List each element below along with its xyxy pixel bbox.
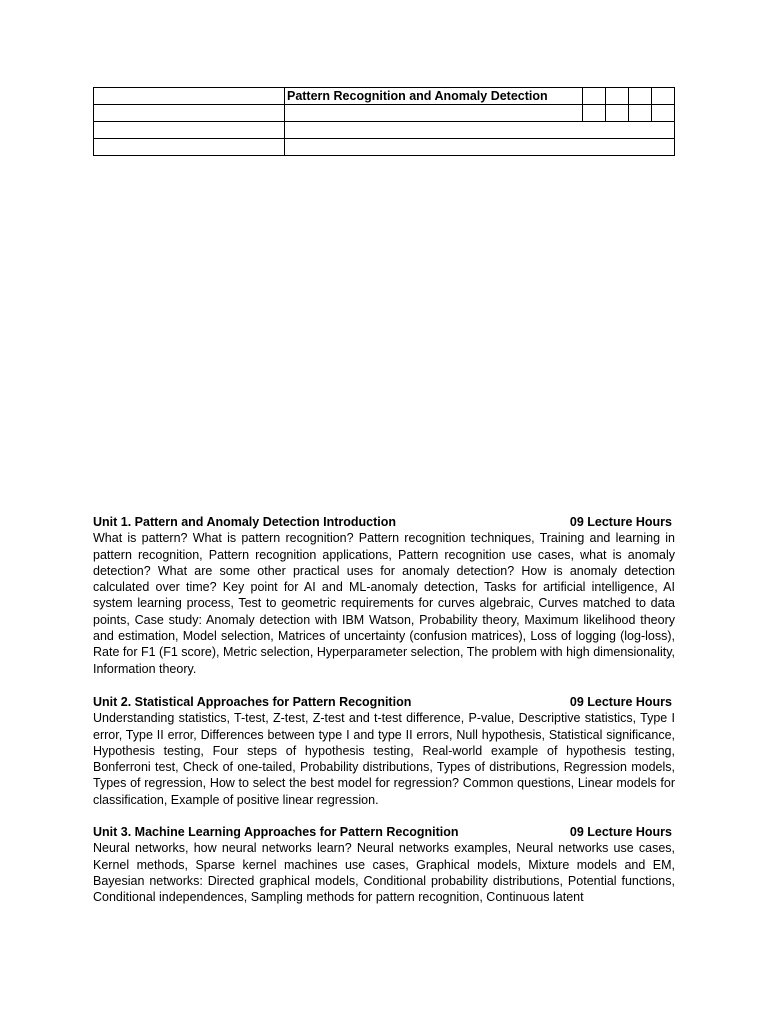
table-row	[94, 122, 675, 139]
credit-cell-p	[628, 88, 651, 105]
unit-heading	[93, 694, 675, 710]
table-cell	[628, 105, 651, 122]
table-cell	[94, 105, 285, 122]
unit-body-text: Neural networks, how neural networks learn? Neural networks examples, Neural networks use cases, Kernel methods, Sparse kernel machines use cases, Graphical models, Mixture models and EM, Bayesian networks: Directed graphical models, Conditional probability distributions, Potential functions, Conditional independences, Sampling methods for pattern recognition, Continuous latent	[93, 841, 675, 905]
unit-2-section	[93, 694, 675, 808]
unit-title: Unit 1. Pattern and Anomaly Detection Introduction	[93, 515, 397, 529]
unit-title: Unit 3. Machine Learning Approaches for Pattern Recognition	[93, 825, 459, 839]
credit-cell-l	[582, 88, 605, 105]
course-code-cell	[94, 88, 285, 105]
unit-body-text: What is pattern? What is pattern recognition? Pattern recognition techniques, Training and learning in pattern recognition, Pattern recognition applications, Pattern recognition use cases, what is anomaly detection? What are some other practical uses for anomaly detection? How is anomaly detection calculated over time? Key point for AI and ML-anomaly detection, Tasks for artificial intelligence, AI system learning process, Test to geometric requirements for curves algebraic, Curves matched to data points, Case study: Anomaly detection with IBM Watson, Probability theory, Maximum likelihood theory and estimation, Model selection, Matrices of uncertainty (confusion matrices), Loss of logging (log-loss), Rate for F1 (F1 score), Metric selection, Hyperparameter selection, The problem with high dimensionality, Information theory.	[93, 531, 675, 676]
table-cell	[284, 105, 582, 122]
table-row	[94, 88, 675, 105]
table-cell	[651, 105, 674, 122]
table-cell	[284, 139, 674, 156]
course-title-cell: Pattern Recognition and Anomaly Detection	[284, 88, 582, 105]
table-cell	[284, 122, 674, 139]
unit-title: Unit 2. Statistical Approaches for Pattern Recognition	[93, 695, 412, 709]
unit-hours: 09 Lecture Hours	[569, 515, 672, 529]
table-cell	[605, 105, 628, 122]
credit-cell-t	[605, 88, 628, 105]
credit-cell-c	[651, 88, 674, 105]
table-cell	[94, 139, 285, 156]
unit-hours: 09 Lecture Hours	[569, 695, 672, 709]
table-row	[94, 139, 675, 156]
unit-3-section	[93, 824, 675, 905]
table-cell	[582, 105, 605, 122]
unit-hours: 09 Lecture Hours	[569, 825, 672, 839]
unit-1-section	[93, 514, 675, 677]
unit-heading	[93, 824, 675, 840]
unit-heading	[93, 514, 675, 530]
table-row	[94, 105, 675, 122]
course-header-table	[93, 87, 675, 156]
table-cell	[94, 122, 285, 139]
unit-body-text: Understanding statistics, T-test, Z-test, Z-test and t-test difference, P-value, Descriptive statistics, Type I error, Type II error, Differences between type I and type II errors, Null hypothesis, Statistical significance, Hypothesis testing, Four steps of hypothesis testing, Real-world example of hypothesis testing, Bonferroni test, Check of one-tailed, Probability distributions, Types of distributions, Regression models, Types of regression, How to select the best model for regression? Common questions, Linear models for classification, Example of positive linear regression.	[93, 711, 675, 807]
